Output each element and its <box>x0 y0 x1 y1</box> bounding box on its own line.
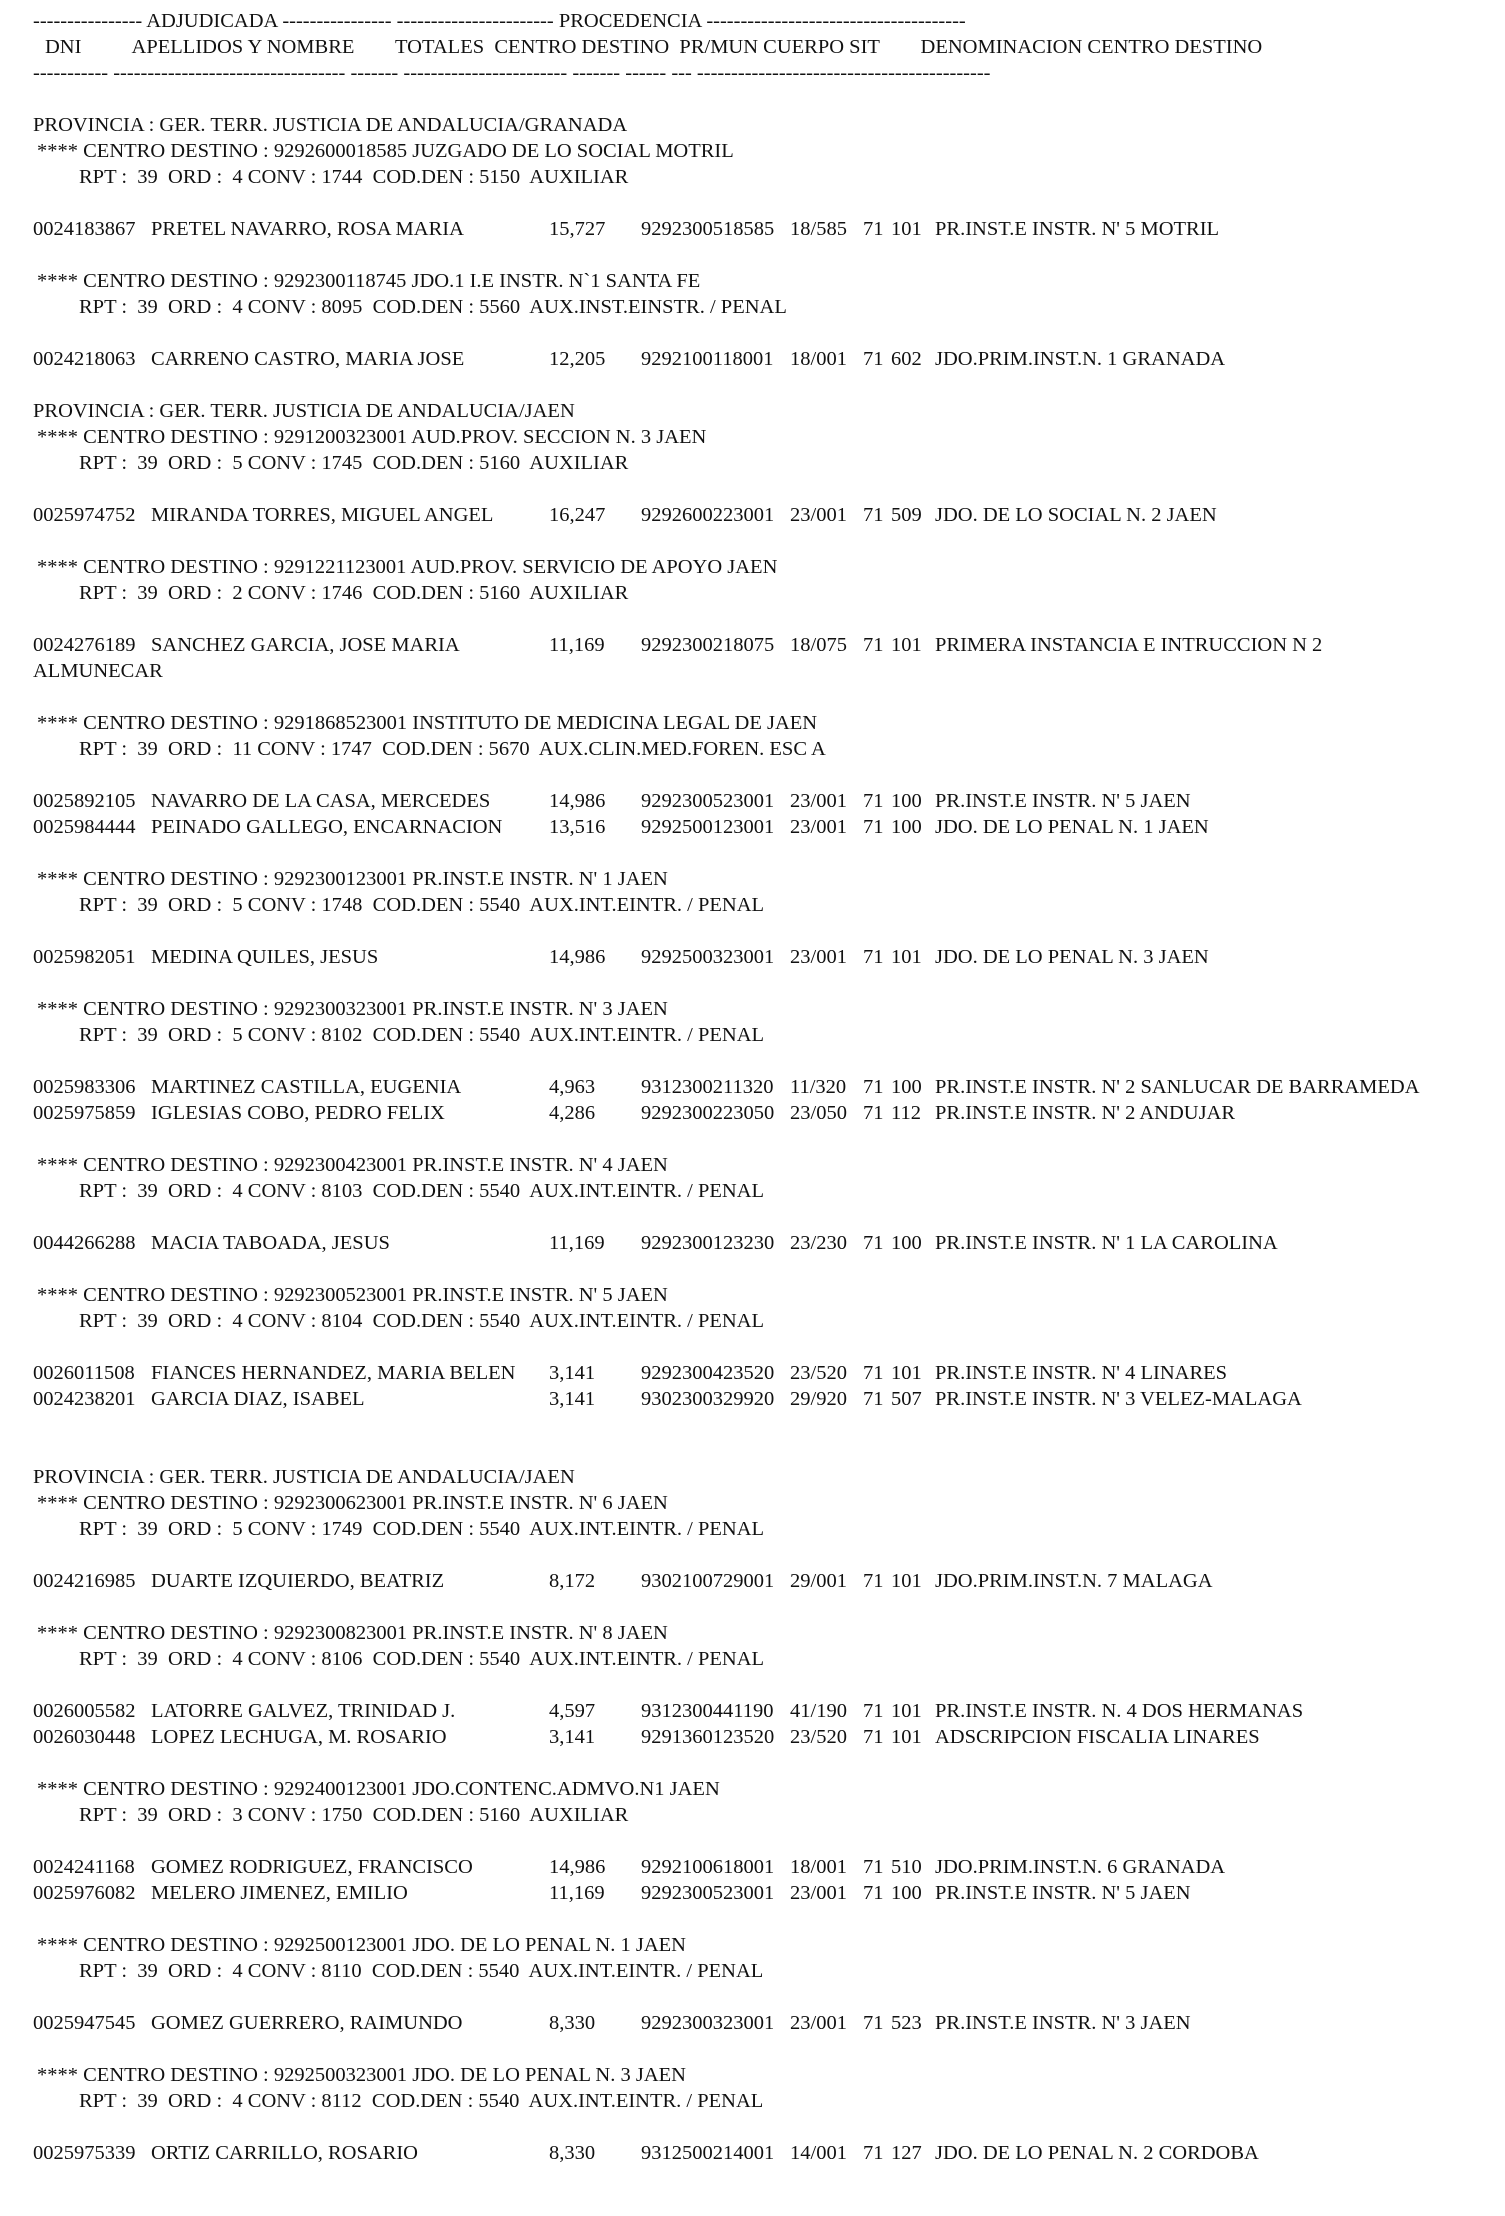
cell-centro: 9302100729001 <box>641 1570 775 1592</box>
cell-total: 14,986 <box>549 1856 606 1878</box>
table-row <box>33 2010 1483 2036</box>
rpt-line: RPT : 39 ORD : 5 CONV : 1749 COD.DEN : 5540 AUX.INT.EINTR. / PENAL <box>79 1518 765 1540</box>
cell-nombre: MIRANDA TORRES, MIGUEL ANGEL <box>151 504 494 526</box>
cell-prmun: 18/075 <box>790 634 847 656</box>
spacer <box>33 1906 1483 1932</box>
cell-den: PR.INST.E INSTR. N' 4 LINARES <box>935 1362 1228 1384</box>
cell-prmun: 14/001 <box>790 2142 847 2164</box>
cell-den: PR.INST.E INSTR. N' 2 SANLUCAR DE BARRAMEDA <box>935 1076 1420 1098</box>
cell-dni: 0025975859 <box>33 1102 136 1124</box>
cell-prmun: 41/190 <box>790 1700 847 1722</box>
cell-centro: 9292100118001 <box>641 348 774 370</box>
centro-destino-line: **** CENTRO DESTINO : 9292300323001 PR.INST.E INSTR. N' 3 JAEN <box>37 998 668 1020</box>
spacer <box>33 1048 1483 1074</box>
cell-centro: 9291360123520 <box>641 1726 775 1748</box>
rpt-line: RPT : 39 ORD : 4 CONV : 8106 COD.DEN : 5540 AUX.INT.EINTR. / PENAL <box>79 1648 765 1670</box>
rpt-line: RPT : 39 ORD : 5 CONV : 1745 COD.DEN : 5160 AUXILIAR <box>79 452 629 474</box>
header-column-names: DNI APELLIDOS Y NOMBRE TOTALES CENTRO DESTINO PR/MUN CUERPO SIT DENOMINACION CENTRO DESTINO <box>45 36 1263 58</box>
cell-prmun: 29/001 <box>790 1570 847 1592</box>
cell-dni: 0026030448 <box>33 1726 136 1748</box>
cell-cuerpo: 71 <box>863 1102 884 1124</box>
cell-sit: 523 <box>891 2012 922 2034</box>
cell-prmun: 23/001 <box>790 2012 847 2034</box>
cell-dni: 0025984444 <box>33 816 136 838</box>
cell-dni: 0044266288 <box>33 1232 136 1254</box>
spacer <box>33 86 1483 112</box>
cell-prmun: 23/001 <box>790 946 847 968</box>
cell-cuerpo: 71 <box>863 1570 884 1592</box>
cell-centro: 9292500323001 <box>641 946 775 968</box>
cell-den: JDO.PRIM.INST.N. 7 MALAGA <box>935 1570 1213 1592</box>
spacer <box>33 1256 1483 1282</box>
cell-centro: 9312300441190 <box>641 1700 774 1722</box>
cell-prmun: 23/001 <box>790 816 847 838</box>
cell-sit: 127 <box>891 2142 922 2164</box>
cell-prmun: 18/001 <box>790 1856 847 1878</box>
rpt-line: RPT : 39 ORD : 5 CONV : 1748 COD.DEN : 5540 AUX.INT.EINTR. / PENAL <box>79 894 765 916</box>
cell-nombre: MARTINEZ CASTILLA, EUGENIA <box>151 1076 462 1098</box>
rpt-line: RPT : 39 ORD : 4 CONV : 8104 COD.DEN : 5540 AUX.INT.EINTR. / PENAL <box>79 1310 765 1332</box>
cell-sit: 112 <box>891 1102 921 1124</box>
cell-dni: 0025983306 <box>33 1076 136 1098</box>
cell-prmun: 23/520 <box>790 1726 847 1748</box>
spacer <box>33 918 1483 944</box>
cell-nombre: GOMEZ GUERRERO, RAIMUNDO <box>151 2012 463 2034</box>
rpt-line: RPT : 39 ORD : 4 CONV : 8103 COD.DEN : 5540 AUX.INT.EINTR. / PENAL <box>79 1180 765 1202</box>
table-row <box>33 1568 1483 1594</box>
cell-cuerpo: 71 <box>863 1232 884 1254</box>
table-row <box>33 788 1483 814</box>
cell-sit: 100 <box>891 1076 922 1098</box>
spacer <box>33 840 1483 866</box>
centro-destino-line: **** CENTRO DESTINO : 9292600018585 JUZGADO DE LO SOCIAL MOTRIL <box>37 140 734 162</box>
cell-cuerpo: 71 <box>863 218 884 240</box>
rpt-line: RPT : 39 ORD : 5 CONV : 8102 COD.DEN : 5540 AUX.INT.EINTR. / PENAL <box>79 1024 765 1046</box>
spacer <box>33 1750 1483 1776</box>
cell-cuerpo: 71 <box>863 2142 884 2164</box>
centro-destino-line: **** CENTRO DESTINO : 9292300118745 JDO.1 I.E INSTR. N`1 SANTA FE <box>37 270 701 292</box>
cell-cuerpo: 71 <box>863 816 884 838</box>
cell-centro: 9292500123001 <box>641 816 775 838</box>
cell-centro: 9292300523001 <box>641 1882 775 1904</box>
cell-dni: 0026011508 <box>33 1362 135 1384</box>
cell-prmun: 23/230 <box>790 1232 847 1254</box>
cell-total: 14,986 <box>549 946 606 968</box>
cell-den: PR.INST.E INSTR. N' 5 MOTRIL <box>935 218 1220 240</box>
cell-centro: 9292300123230 <box>641 1232 775 1254</box>
rpt-line: RPT : 39 ORD : 4 CONV : 8110 COD.DEN : 5540 AUX.INT.EINTR. / PENAL <box>79 1960 764 1982</box>
cell-sit: 602 <box>891 348 922 370</box>
rpt-line: RPT : 39 ORD : 4 CONV : 8095 COD.DEN : 5560 AUX.INST.EINSTR. / PENAL <box>79 296 787 318</box>
cell-total: 4,963 <box>549 1076 596 1098</box>
spacer <box>33 1542 1483 1568</box>
table-row <box>33 944 1483 970</box>
spacer <box>33 2166 1483 2192</box>
table-row <box>33 502 1483 528</box>
cell-sit: 101 <box>891 946 922 968</box>
cell-dni: 0024183867 <box>33 218 136 240</box>
centro-destino-line: **** CENTRO DESTINO : 9292300823001 PR.INST.E INSTR. N' 8 JAEN <box>37 1622 668 1644</box>
cell-centro: 9292300218075 <box>641 634 775 656</box>
cell-prmun: 11/320 <box>790 1076 847 1098</box>
centro-destino-line: **** CENTRO DESTINO : 9292300523001 PR.INST.E INSTR. N' 5 JAEN <box>37 1284 668 1306</box>
spacer <box>33 2114 1483 2140</box>
table-row <box>33 1230 1483 1256</box>
cell-den: JDO. DE LO PENAL N. 1 JAEN <box>935 816 1209 838</box>
cell-total: 3,141 <box>549 1388 596 1410</box>
spacer <box>33 1828 1483 1854</box>
spacer <box>33 1204 1483 1230</box>
table-row <box>33 346 1483 372</box>
spacer <box>33 684 1483 710</box>
cell-centro: 9292300323001 <box>641 2012 775 2034</box>
cell-nombre: CARRENO CASTRO, MARIA JOSE <box>151 348 465 370</box>
cell-cuerpo: 71 <box>863 504 884 526</box>
cell-total: 3,141 <box>549 1726 596 1748</box>
cell-prmun: 29/920 <box>790 1388 847 1410</box>
cell-dni: 0024238201 <box>33 1388 136 1410</box>
cell-prmun: 18/001 <box>790 348 847 370</box>
cell-centro: 9292300518585 <box>641 218 775 240</box>
cell-dni: 0025982051 <box>33 946 136 968</box>
cell-sit: 100 <box>891 1232 922 1254</box>
spacer <box>33 1334 1483 1360</box>
cell-dni: 0026005582 <box>33 1700 136 1722</box>
cell-sit: 100 <box>891 816 922 838</box>
cell-sit: 101 <box>891 1726 922 1748</box>
centro-destino-line: **** CENTRO DESTINO : 9292400123001 JDO.CONTENC.ADMVO.N1 JAEN <box>37 1778 720 1800</box>
centro-destino-line: **** CENTRO DESTINO : 9292500123001 JDO. DE LO PENAL N. 1 JAEN <box>37 1934 686 1956</box>
table-row <box>33 2140 1483 2166</box>
cell-total: 3,141 <box>549 1362 596 1384</box>
cell-sit: 101 <box>891 1362 922 1384</box>
cell-centro: 9302300329920 <box>641 1388 775 1410</box>
cell-nombre: NAVARRO DE LA CASA, MERCEDES <box>151 790 491 812</box>
cell-total: 8,172 <box>549 1570 596 1592</box>
cell-nombre: PRETEL NAVARRO, ROSA MARIA <box>151 218 464 240</box>
centro-destino-line: **** CENTRO DESTINO : 9291200323001 AUD.PROV. SECCION N. 3 JAEN <box>37 426 707 448</box>
cell-cuerpo: 71 <box>863 790 884 812</box>
cell-nombre: MACIA TABOADA, JESUS <box>151 1232 390 1254</box>
rpt-line: RPT : 39 ORD : 11 CONV : 1747 COD.DEN : 5670 AUX.CLIN.MED.FOREN. ESC A <box>79 738 826 760</box>
cell-nombre: LATORRE GALVEZ, TRINIDAD J. <box>151 1700 456 1722</box>
cell-nombre: MEDINA QUILES, JESUS <box>151 946 379 968</box>
cell-sit: 509 <box>891 504 922 526</box>
cell-total: 11,169 <box>549 1882 605 1904</box>
cell-cuerpo: 71 <box>863 1882 884 1904</box>
cell-total: 14,986 <box>549 790 606 812</box>
cell-sit: 510 <box>891 1856 922 1878</box>
cell-total: 4,286 <box>549 1102 596 1124</box>
cell-total: 11,169 <box>549 634 605 656</box>
cell-dni: 0025974752 <box>33 504 136 526</box>
cell-den: PR.INST.E INSTR. N' 3 JAEN <box>935 2012 1191 2034</box>
spacer <box>33 372 1483 398</box>
cell-sit: 507 <box>891 1388 922 1410</box>
spacer <box>33 762 1483 788</box>
table-row <box>33 1100 1483 1126</box>
cell-total: 4,597 <box>549 1700 596 1722</box>
column-header <box>33 8 1483 86</box>
table-row <box>33 216 1483 242</box>
cell-dni: 0024276189 <box>33 634 136 656</box>
cell-nombre: MELERO JIMENEZ, EMILIO <box>151 1882 408 1904</box>
spacer <box>33 1594 1483 1620</box>
table-row <box>33 1360 1483 1386</box>
cell-prmun: 23/001 <box>790 1882 847 1904</box>
centro-destino-line: **** CENTRO DESTINO : 9291868523001 INSTITUTO DE MEDICINA LEGAL DE JAEN <box>37 712 818 734</box>
cell-den: JDO.PRIM.INST.N. 1 GRANADA <box>935 348 1226 370</box>
spacer <box>33 1984 1483 2010</box>
cell-sit: 100 <box>891 1882 922 1904</box>
cell-centro: 9292300523001 <box>641 790 775 812</box>
cell-centro: 9292300223050 <box>641 1102 775 1124</box>
cell-centro: 9292100618001 <box>641 1856 775 1878</box>
cell-den: JDO.PRIM.INST.N. 6 GRANADA <box>935 1856 1226 1878</box>
cell-den: PR.INST.E INSTR. N. 4 DOS HERMANAS <box>935 1700 1304 1722</box>
spacer <box>33 970 1483 996</box>
table-row <box>33 1074 1483 1100</box>
cell-sit: 101 <box>891 634 922 656</box>
cell-sit: 100 <box>891 790 922 812</box>
cell-prmun: 23/001 <box>790 504 847 526</box>
cell-den: JDO. DE LO SOCIAL N. 2 JAEN <box>935 504 1217 526</box>
spacer <box>33 320 1483 346</box>
cell-nombre: GOMEZ RODRIGUEZ, FRANCISCO <box>151 1856 473 1878</box>
spacer <box>33 1126 1483 1152</box>
cell-cuerpo: 71 <box>863 1388 884 1410</box>
cell-prmun: 23/001 <box>790 790 847 812</box>
spacer <box>33 242 1483 268</box>
rpt-line: RPT : 39 ORD : 4 CONV : 1744 COD.DEN : 5150 AUXILIAR <box>79 166 629 188</box>
cell-prmun: 23/520 <box>790 1362 847 1384</box>
cell-den: PR.INST.E INSTR. N' 3 VELEZ-MALAGA <box>935 1388 1302 1410</box>
cell-dni: 0024218063 <box>33 348 136 370</box>
cell-den: PR.INST.E INSTR. N' 5 JAEN <box>935 790 1191 812</box>
denominacion-continuation: ALMUNECAR <box>33 660 163 682</box>
table-row <box>33 1724 1483 1750</box>
centro-destino-line: **** CENTRO DESTINO : 9292300423001 PR.INST.E INSTR. N' 4 JAEN <box>37 1154 668 1176</box>
cell-cuerpo: 71 <box>863 1700 884 1722</box>
cell-nombre: GARCIA DIAZ, ISABEL <box>151 1388 365 1410</box>
cell-nombre: DUARTE IZQUIERDO, BEATRIZ <box>151 1570 445 1592</box>
table-row <box>33 814 1483 840</box>
cell-nombre: PEINADO GALLEGO, ENCARNACION <box>151 816 503 838</box>
header-group-line: ---------------- ADJUDICADA ---------------- ----------------------- PROCEDENCIA -------------------------------------- <box>33 10 966 32</box>
cell-cuerpo: 71 <box>863 1726 884 1748</box>
cell-dni: 0025947545 <box>33 2012 136 2034</box>
cell-dni: 0025976082 <box>33 1882 136 1904</box>
centro-destino-line: **** CENTRO DESTINO : 9292300123001 PR.INST.E INSTR. N' 1 JAEN <box>37 868 668 890</box>
centro-destino-line: **** CENTRO DESTINO : 9292300623001 PR.INST.E INSTR. N' 6 JAEN <box>37 1492 668 1514</box>
cell-centro: 9292600223001 <box>641 504 775 526</box>
spacer <box>33 1438 1483 1464</box>
table-row <box>33 1386 1483 1412</box>
cell-den: JDO. DE LO PENAL N. 2 CORDOBA <box>935 2142 1259 2164</box>
cell-sit: 101 <box>891 1570 922 1592</box>
cell-total: 15,727 <box>549 218 606 240</box>
cell-nombre: FIANCES HERNANDEZ, MARIA BELEN <box>151 1362 516 1384</box>
centro-destino-line: **** CENTRO DESTINO : 9291221123001 AUD.PROV. SERVICIO DE APOYO JAEN <box>37 556 778 578</box>
provincia-heading: PROVINCIA : GER. TERR. JUSTICIA DE ANDALUCIA/JAEN <box>33 400 575 422</box>
table-row <box>33 1854 1483 1880</box>
centro-destino-line: **** CENTRO DESTINO : 9292500323001 JDO. DE LO PENAL N. 3 JAEN <box>37 2064 686 2086</box>
document-body <box>33 112 1483 2192</box>
provincia-heading: PROVINCIA : GER. TERR. JUSTICIA DE ANDALUCIA/GRANADA <box>33 114 628 136</box>
cell-dni: 0025975339 <box>33 2142 136 2164</box>
cell-prmun: 18/585 <box>790 218 847 240</box>
table-row <box>33 1880 1483 1906</box>
table-row <box>33 1698 1483 1724</box>
spacer <box>33 528 1483 554</box>
cell-sit: 101 <box>891 218 922 240</box>
cell-cuerpo: 71 <box>863 946 884 968</box>
cell-den: PRIMERA INSTANCIA E INTRUCCION N 2 <box>935 634 1323 656</box>
cell-cuerpo: 71 <box>863 1856 884 1878</box>
spacer <box>33 1672 1483 1698</box>
cell-centro: 9312500214001 <box>641 2142 775 2164</box>
cell-cuerpo: 71 <box>863 634 884 656</box>
cell-den: ADSCRIPCION FISCALIA LINARES <box>935 1726 1260 1748</box>
cell-den: JDO. DE LO PENAL N. 3 JAEN <box>935 946 1209 968</box>
cell-total: 16,247 <box>549 504 606 526</box>
cell-dni: 0024241168 <box>33 1856 135 1878</box>
cell-cuerpo: 71 <box>863 1076 884 1098</box>
cell-centro: 9312300211320 <box>641 1076 774 1098</box>
cell-total: 8,330 <box>549 2012 596 2034</box>
cell-centro: 9292300423520 <box>641 1362 775 1384</box>
cell-total: 11,169 <box>549 1232 605 1254</box>
cell-dni: 0024216985 <box>33 1570 136 1592</box>
rpt-line: RPT : 39 ORD : 3 CONV : 1750 COD.DEN : 5160 AUXILIAR <box>79 1804 629 1826</box>
spacer <box>33 1412 1483 1438</box>
spacer <box>33 476 1483 502</box>
cell-total: 8,330 <box>549 2142 596 2164</box>
cell-cuerpo: 71 <box>863 348 884 370</box>
cell-total: 12,205 <box>549 348 606 370</box>
provincia-heading: PROVINCIA : GER. TERR. JUSTICIA DE ANDALUCIA/JAEN <box>33 1466 575 1488</box>
cell-nombre: ORTIZ CARRILLO, ROSARIO <box>151 2142 418 2164</box>
cell-total: 13,516 <box>549 816 606 838</box>
spacer <box>33 2036 1483 2062</box>
cell-den: PR.INST.E INSTR. N' 1 LA CAROLINA <box>935 1232 1278 1254</box>
table-row <box>33 632 1483 658</box>
rpt-line: RPT : 39 ORD : 4 CONV : 8112 COD.DEN : 5540 AUX.INT.EINTR. / PENAL <box>79 2090 764 2112</box>
rpt-line: RPT : 39 ORD : 2 CONV : 1746 COD.DEN : 5160 AUXILIAR <box>79 582 629 604</box>
spacer <box>33 190 1483 216</box>
cell-sit: 101 <box>891 1700 922 1722</box>
cell-cuerpo: 71 <box>863 2012 884 2034</box>
cell-den: PR.INST.E INSTR. N' 5 JAEN <box>935 1882 1191 1904</box>
cell-cuerpo: 71 <box>863 1362 884 1384</box>
cell-nombre: LOPEZ LECHUGA, M. ROSARIO <box>151 1726 447 1748</box>
cell-dni: 0025892105 <box>33 790 136 812</box>
cell-prmun: 23/050 <box>790 1102 847 1124</box>
spacer <box>33 606 1483 632</box>
cell-nombre: SANCHEZ GARCIA, JOSE MARIA <box>151 634 460 656</box>
document-page <box>33 8 1483 2192</box>
cell-nombre: IGLESIAS COBO, PEDRO FELIX <box>151 1102 445 1124</box>
cell-den: PR.INST.E INSTR. N' 2 ANDUJAR <box>935 1102 1236 1124</box>
header-dash-line: ----------- ---------------------------------- ------- ------------------------ ------- ------ --- ------------------------------------------- <box>33 62 991 84</box>
